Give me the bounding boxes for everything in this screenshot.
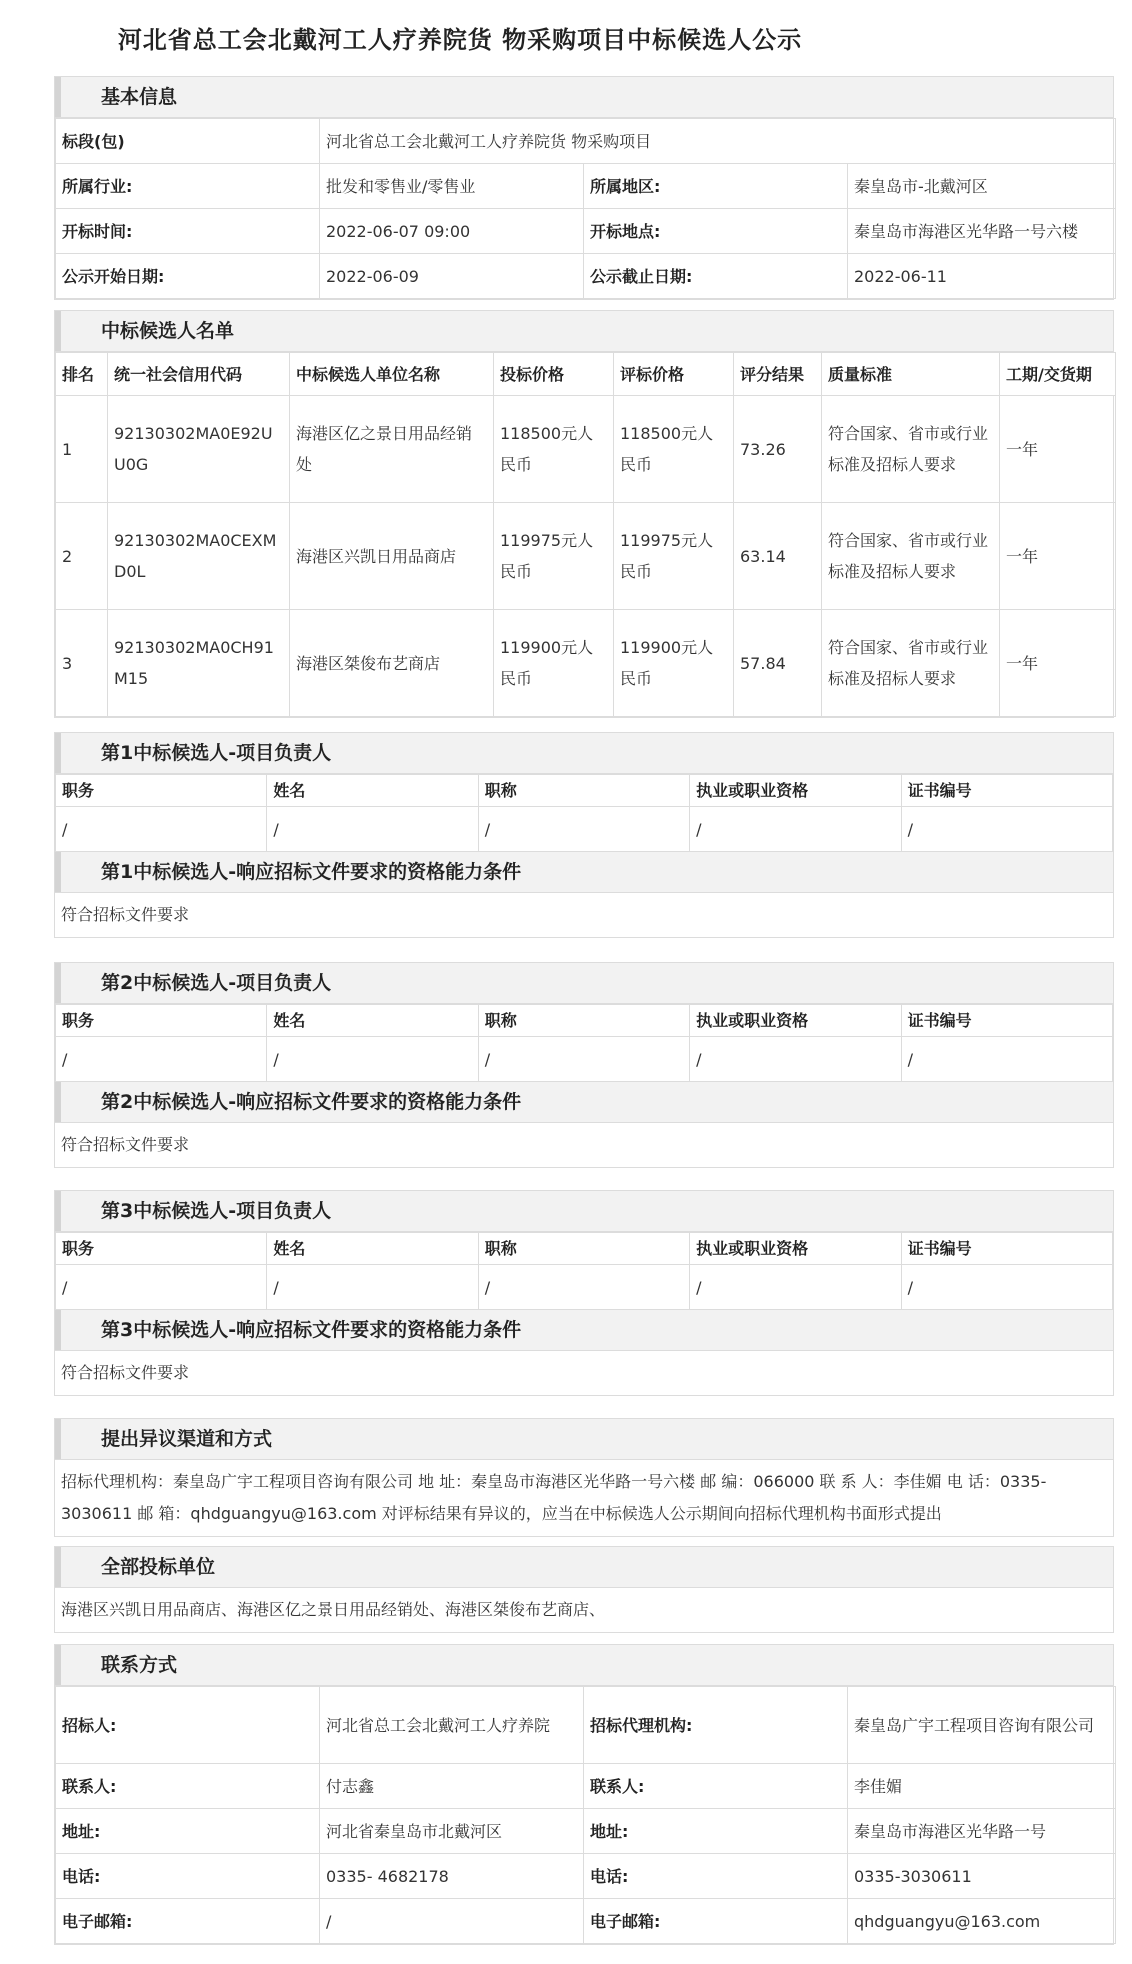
value-cell: / — [478, 1037, 689, 1082]
candidates-header-row — [56, 353, 1116, 396]
leader-table — [55, 774, 1113, 852]
leader-value-row — [56, 807, 1113, 852]
period-cell: 一年 — [1000, 503, 1116, 610]
value-cell: / — [56, 1037, 267, 1082]
basic-label: 开标地点: — [584, 209, 848, 254]
candidate-2-leader-section — [54, 962, 1114, 1168]
basic-row — [56, 209, 1116, 254]
contact-value: 李佳媚 — [848, 1764, 1116, 1809]
rank-cell: 3 — [56, 610, 108, 717]
contact-value: 付志鑫 — [320, 1764, 584, 1809]
leader-header-row — [56, 775, 1113, 807]
objection-title: 提出异议渠道和方式 — [55, 1419, 1113, 1460]
basic-value: 秦皇岛市海港区光华路一号六楼 — [848, 209, 1116, 254]
col-header: 职务 — [56, 1233, 267, 1265]
col-header: 职称 — [478, 775, 689, 807]
basic-info-title: 基本信息 — [55, 77, 1113, 118]
col-header: 证书编号 — [901, 775, 1112, 807]
contact-value: / — [320, 1899, 584, 1944]
eval-price-cell: 119900元人民币 — [614, 610, 734, 717]
col-header: 质量标准 — [822, 353, 1000, 396]
eval-price-cell: 119975元人民币 — [614, 503, 734, 610]
col-header: 职务 — [56, 1005, 267, 1037]
contact-label: 招标人: — [56, 1687, 320, 1764]
basic-label: 开标时间: — [56, 209, 320, 254]
basic-value: 批发和零售业/零售业 — [320, 164, 584, 209]
value-cell: / — [901, 807, 1112, 852]
period-cell: 一年 — [1000, 610, 1116, 717]
page-title: 河北省总工会北戴河工人疗养院货 物采购项目中标候选人公示 — [117, 26, 803, 54]
leader-title: 第2中标候选人-项目负责人 — [55, 963, 1113, 1004]
leader-header-row — [56, 1233, 1113, 1265]
qualification-text: 符合招标文件要求 — [61, 905, 190, 924]
leader-table — [55, 1232, 1113, 1310]
col-header: 评分结果 — [734, 353, 822, 396]
candidates-section — [54, 310, 1114, 718]
candidates-title: 中标候选人名单 — [55, 311, 1113, 352]
candidate-1-leader-section — [54, 732, 1114, 938]
candidates-table — [55, 352, 1116, 717]
contact-label: 联系人: — [56, 1764, 320, 1809]
qualification-title: 第3中标候选人-响应招标文件要求的资格能力条件 — [55, 1310, 1113, 1351]
credit-code-cell: 92130302MA0CH91M15 — [108, 610, 290, 717]
bidders-section — [54, 1546, 1114, 1633]
credit-code-cell: 92130302MA0E92UU0G — [108, 396, 290, 503]
score-cell: 73.26 — [734, 396, 822, 503]
basic-label: 所属地区: — [584, 164, 848, 209]
value-cell: / — [901, 1265, 1112, 1310]
bidders-title: 全部投标单位 — [55, 1547, 1113, 1588]
value-cell: / — [267, 1037, 478, 1082]
period-cell: 一年 — [1000, 396, 1116, 503]
basic-value: 河北省总工会北戴河工人疗养院货 物采购项目 — [320, 119, 1116, 164]
contact-row — [56, 1764, 1116, 1809]
qualification-title: 第2中标候选人-响应招标文件要求的资格能力条件 — [55, 1082, 1113, 1123]
bid-price-cell: 118500元人民币 — [494, 396, 614, 503]
col-header: 执业或职业资格 — [690, 1005, 901, 1037]
basic-label: 所属行业: — [56, 164, 320, 209]
contact-label: 招标代理机构: — [584, 1687, 848, 1764]
col-header: 职称 — [478, 1233, 689, 1265]
contact-row — [56, 1854, 1116, 1899]
leader-title: 第1中标候选人-项目负责人 — [55, 733, 1113, 774]
col-header: 执业或职业资格 — [690, 1233, 901, 1265]
value-cell: / — [690, 1037, 901, 1082]
contact-value: 秦皇岛广宇工程项目咨询有限公司 — [848, 1687, 1116, 1764]
contact-label: 电话: — [584, 1854, 848, 1899]
qualification-text: 符合招标文件要求 — [61, 1363, 190, 1382]
contact-title: 联系方式 — [55, 1645, 1113, 1686]
value-cell: / — [478, 1265, 689, 1310]
contact-section — [54, 1644, 1114, 1945]
value-cell: / — [56, 1265, 267, 1310]
rank-cell: 1 — [56, 396, 108, 503]
objection-text: 招标代理机构：秦皇岛广宇工程项目咨询有限公司 地 址：秦皇岛市海港区光华路一号六楼 邮 编：066000 联 系 人：李佳媚 电 话：0335-3030611 邮 箱：qhdguangyu@163.com 对评标结果有异议的，应当在中标候选人公示期间向招标代理机构书面形式提出 — [61, 1472, 1047, 1523]
col-header: 证书编号 — [901, 1233, 1112, 1265]
contact-value: 河北省总工会北戴河工人疗养院 — [320, 1687, 584, 1764]
value-cell: / — [56, 807, 267, 852]
contact-table — [55, 1686, 1116, 1944]
qualification-title: 第1中标候选人-响应招标文件要求的资格能力条件 — [55, 852, 1113, 893]
bid-price-cell: 119900元人民币 — [494, 610, 614, 717]
col-header: 姓名 — [267, 1005, 478, 1037]
leader-header-row — [56, 1005, 1113, 1037]
value-cell: / — [901, 1037, 1112, 1082]
col-header: 评标价格 — [614, 353, 734, 396]
credit-code-cell: 92130302MA0CEXMD0L — [108, 503, 290, 610]
col-header: 职务 — [56, 775, 267, 807]
quality-cell: 符合国家、省市或行业标准及招标人要求 — [822, 396, 1000, 503]
basic-label: 公示开始日期: — [56, 254, 320, 299]
basic-label: 标段(包) — [56, 119, 320, 164]
basic-value: 2022-06-07 09:00 — [320, 209, 584, 254]
col-header: 证书编号 — [901, 1005, 1112, 1037]
leader-table — [55, 1004, 1113, 1082]
basic-value: 秦皇岛市-北戴河区 — [848, 164, 1116, 209]
value-cell: / — [690, 807, 901, 852]
contact-label: 电子邮箱: — [584, 1899, 848, 1944]
contact-value: 0335-3030611 — [848, 1854, 1116, 1899]
quality-cell: 符合国家、省市或行业标准及招标人要求 — [822, 503, 1000, 610]
value-cell: / — [478, 807, 689, 852]
leader-value-row — [56, 1037, 1113, 1082]
contact-row — [56, 1899, 1116, 1944]
contact-row — [56, 1687, 1116, 1764]
col-header: 投标价格 — [494, 353, 614, 396]
qualification-text: 符合招标文件要求 — [61, 1135, 190, 1154]
leader-value-row — [56, 1265, 1113, 1310]
contact-row — [56, 1809, 1116, 1854]
table-row — [56, 610, 1116, 717]
basic-row — [56, 119, 1116, 164]
col-header: 姓名 — [267, 1233, 478, 1265]
col-header: 职称 — [478, 1005, 689, 1037]
col-header: 姓名 — [267, 775, 478, 807]
basic-row — [56, 254, 1116, 299]
col-header: 中标候选人单位名称 — [290, 353, 494, 396]
basic-value: 2022-06-09 — [320, 254, 584, 299]
contact-value: qhdguangyu@163.com — [848, 1899, 1116, 1944]
value-cell: / — [267, 807, 478, 852]
contact-label: 电话: — [56, 1854, 320, 1899]
rank-cell: 2 — [56, 503, 108, 610]
company-cell: 海港区兴凯日用品商店 — [290, 503, 494, 610]
value-cell: / — [267, 1265, 478, 1310]
candidate-3-leader-section — [54, 1190, 1114, 1396]
table-row — [56, 396, 1116, 503]
eval-price-cell: 118500元人民币 — [614, 396, 734, 503]
basic-value: 2022-06-11 — [848, 254, 1116, 299]
contact-label: 电子邮箱: — [56, 1899, 320, 1944]
basic-info-section — [54, 76, 1114, 300]
col-header: 排名 — [56, 353, 108, 396]
bid-price-cell: 119975元人民币 — [494, 503, 614, 610]
contact-label: 地址: — [56, 1809, 320, 1854]
basic-row — [56, 164, 1116, 209]
contact-label: 联系人: — [584, 1764, 848, 1809]
contact-value: 河北省秦皇岛市北戴河区 — [320, 1809, 584, 1854]
leader-title: 第3中标候选人-项目负责人 — [55, 1191, 1113, 1232]
col-header: 统一社会信用代码 — [108, 353, 290, 396]
contact-label: 地址: — [584, 1809, 848, 1854]
basic-info-table — [55, 118, 1116, 299]
table-row — [56, 503, 1116, 610]
col-header: 工期/交货期 — [1000, 353, 1116, 396]
contact-value: 0335- 4682178 — [320, 1854, 584, 1899]
bidders-text: 海港区兴凯日用品商店、海港区亿之景日用品经销处、海港区桀俊布艺商店、 — [61, 1600, 606, 1619]
quality-cell: 符合国家、省市或行业标准及招标人要求 — [822, 610, 1000, 717]
basic-label: 公示截止日期: — [584, 254, 848, 299]
score-cell: 63.14 — [734, 503, 822, 610]
company-cell: 海港区桀俊布艺商店 — [290, 610, 494, 717]
objection-section — [54, 1418, 1114, 1537]
company-cell: 海港区亿之景日用品经销处 — [290, 396, 494, 503]
col-header: 执业或职业资格 — [690, 775, 901, 807]
score-cell: 57.84 — [734, 610, 822, 717]
contact-value: 秦皇岛市海港区光华路一号 — [848, 1809, 1116, 1854]
value-cell: / — [690, 1265, 901, 1310]
